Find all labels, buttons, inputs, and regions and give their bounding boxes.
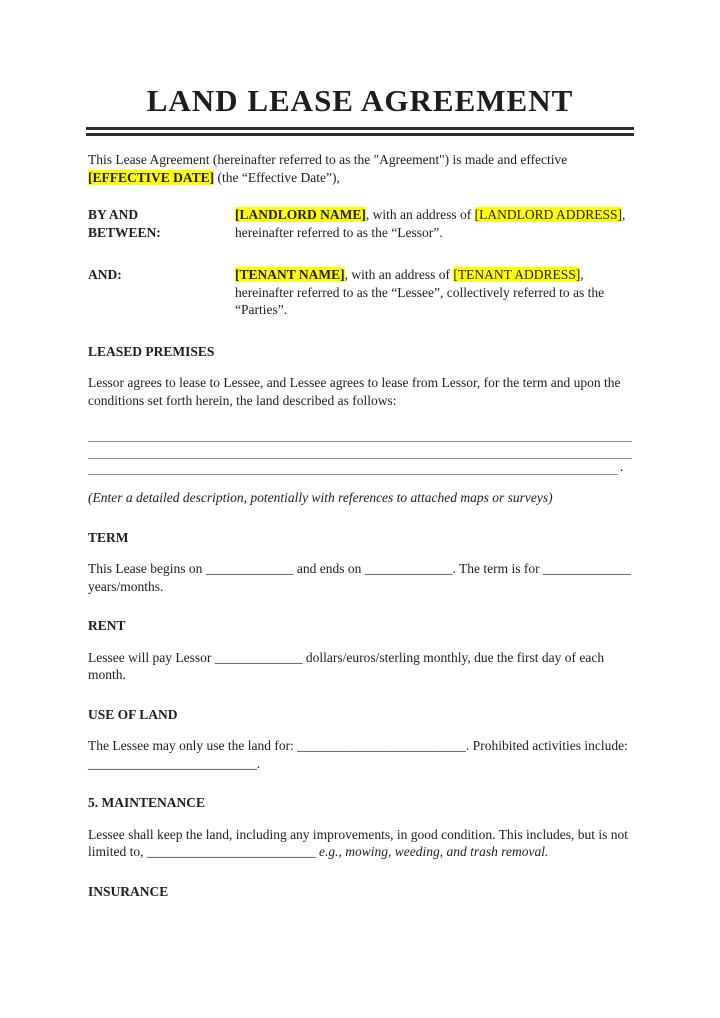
by-and-between-label [88,206,235,241]
tenant-address-placeholder: [TENANT ADDRESS] [453,267,581,282]
tenant-clause [235,266,632,319]
and-label-text: AND: [88,267,122,282]
party-row-tenant [88,266,632,319]
tenant-name-placeholder: [TENANT NAME] [235,267,345,282]
heading-rent: RENT [88,618,126,633]
blank-line-rule [88,459,618,475]
blank-line-period: . [620,458,624,474]
maintenance-text-regular: Lessee shall keep the land, including any improvements, in good condition. This includes, but is not limited to, _________________________ [88,826,629,859]
heading-leased-premises: LEASED PREMISES [88,343,215,359]
landlord-clause [235,206,632,241]
landlord-suffix-text: , hereinafter referred to as the “Lessor”. [235,207,626,240]
blank-line [88,425,632,442]
heading-term: TERM [88,529,129,545]
blank-line [88,442,632,459]
by-and-between-label-text: BY AND BETWEEN: [88,207,161,240]
tenant-connector-text: , with an address of [344,267,454,282]
leased-premises-paragraph: Lessor agrees to lease to Lessee, and Lessee agrees to lease from Lessor, for the term and upon the conditions set forth herein, the land described as follows: [88,375,621,408]
heading-use-of-land: USE OF LAND [88,706,178,722]
term-paragraph: This Lease begins on _____________ and ends on _____________. The term is for _____________ years/months. [88,561,631,594]
document-title: LAND LEASE AGREEMENT [146,83,574,118]
and-label [88,266,235,319]
intro-text-before: This Lease Agreement (hereinafter referred to as the "Agreement") is made and effective [88,152,568,167]
heading-maintenance: 5. MAINTENANCE [88,795,206,810]
heading-insurance: INSURANCE [88,883,169,899]
use-of-land-paragraph: The Lessee may only use the land for: _________________________. Prohibited activities include: _________________________. [88,738,628,771]
intro-paragraph [88,151,632,186]
maintenance-paragraph [88,826,632,861]
effective-date-placeholder: [EFFECTIVE DATE] [88,169,215,185]
landlord-connector-text: , with an address of [365,207,475,222]
title-double-rule [86,127,634,136]
intro-text-after: (the “Effective Date”), [214,169,340,185]
maintenance-text-italic: e.g., mowing, weeding, and trash removal. [319,844,549,859]
blank-line [88,459,632,475]
party-row-landlord [88,206,632,241]
description-note: (Enter a detailed description, potentially with references to attached maps or surveys) [88,490,553,505]
land-description-blank-lines [88,425,632,475]
tenant-suffix-text: , hereinafter referred to as the “Lessee”, collectively referred to as the “Parties”. [235,267,605,317]
rent-paragraph: Lessee will pay Lessor _____________ dollars/euros/sterling monthly, due the first day of each month. [88,649,605,682]
landlord-address-placeholder: [LANDLORD ADDRESS] [474,207,622,222]
landlord-name-placeholder: [LANDLORD NAME] [235,207,366,222]
